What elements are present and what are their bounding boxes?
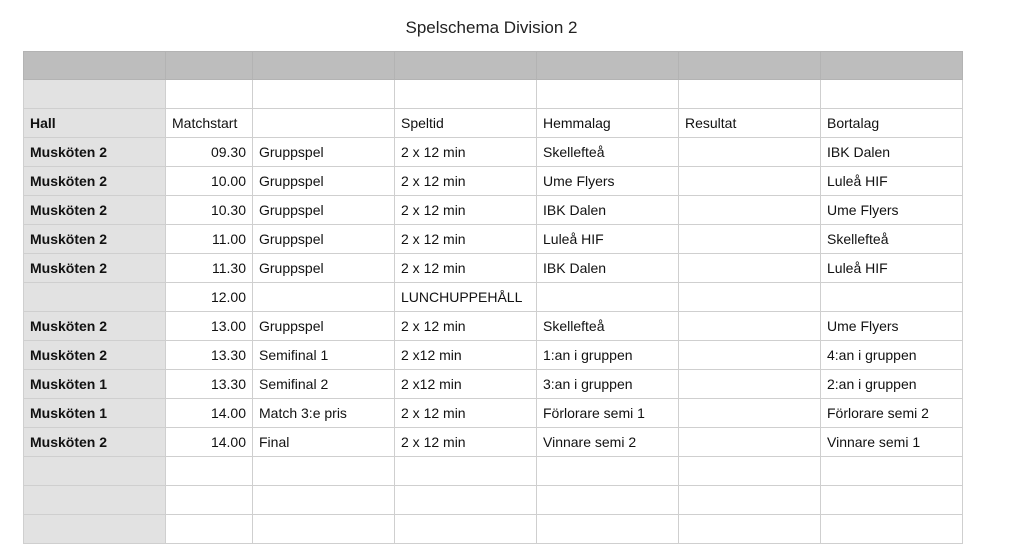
table-cell[interactable] xyxy=(537,80,679,109)
hall-cell[interactable]: Musköten 2 xyxy=(24,341,166,370)
table-cell[interactable] xyxy=(395,52,537,80)
table-row xyxy=(24,428,963,457)
speltid-cell[interactable]: 2 x12 min xyxy=(395,341,537,370)
bortalag-cell[interactable]: Ume Flyers xyxy=(821,312,963,341)
matchstart-cell[interactable]: 09.30 xyxy=(166,138,253,167)
hall-cell[interactable]: Musköten 2 xyxy=(24,225,166,254)
table-cell[interactable] xyxy=(679,80,821,109)
table-cell[interactable] xyxy=(24,52,166,80)
resultat-cell[interactable] xyxy=(679,341,821,370)
table-row xyxy=(24,138,963,167)
column-header-matchstart[interactable]: Matchstart xyxy=(166,109,253,138)
table-cell[interactable] xyxy=(821,52,963,80)
matchstart-cell[interactable]: 10.30 xyxy=(166,196,253,225)
hall-cell[interactable]: Musköten 2 xyxy=(24,254,166,283)
schedule-table xyxy=(23,51,963,544)
match-type-cell[interactable]: Gruppspel xyxy=(253,254,395,283)
speltid-cell[interactable]: 2 x 12 min xyxy=(395,399,537,428)
bortalag-cell[interactable]: Skellefteå xyxy=(821,225,963,254)
bortalag-cell[interactable]: 2:an i gruppen xyxy=(821,370,963,399)
resultat-cell[interactable] xyxy=(679,254,821,283)
table-cell[interactable] xyxy=(253,80,395,109)
match-type-cell[interactable]: Gruppspel xyxy=(253,196,395,225)
speltid-cell[interactable]: 2 x 12 min xyxy=(395,225,537,254)
matchstart-cell[interactable]: 12.00 xyxy=(166,283,253,312)
resultat-cell[interactable] xyxy=(679,225,821,254)
matchstart-cell[interactable]: 13.30 xyxy=(166,341,253,370)
hemmalag-cell[interactable]: Vinnare semi 2 xyxy=(537,428,679,457)
table-cell[interactable] xyxy=(166,457,253,486)
resultat-cell[interactable] xyxy=(679,399,821,428)
table-row xyxy=(24,196,963,225)
table-cell[interactable] xyxy=(395,457,537,486)
table-cell[interactable] xyxy=(166,486,253,515)
table-cell[interactable] xyxy=(166,52,253,80)
table-cell[interactable] xyxy=(395,486,537,515)
table-cell[interactable] xyxy=(24,486,166,515)
table-cell[interactable] xyxy=(537,486,679,515)
matchstart-cell[interactable]: 14.00 xyxy=(166,428,253,457)
table-cell[interactable] xyxy=(253,457,395,486)
column-header-resultat[interactable]: Resultat xyxy=(679,109,821,138)
table-cell[interactable] xyxy=(537,457,679,486)
table-cell[interactable] xyxy=(395,80,537,109)
match-type-cell[interactable]: Gruppspel xyxy=(253,225,395,254)
speltid-cell[interactable]: 2 x 12 min xyxy=(395,254,537,283)
empty-row xyxy=(24,457,963,486)
hall-cell[interactable]: Musköten 2 xyxy=(24,196,166,225)
hemmalag-cell[interactable]: IBK Dalen xyxy=(537,254,679,283)
hemmalag-cell[interactable] xyxy=(537,283,679,312)
empty-row xyxy=(24,486,963,515)
hemmalag-cell[interactable]: Skellefteå xyxy=(537,312,679,341)
table-cell[interactable] xyxy=(821,80,963,109)
hemmalag-cell[interactable]: IBK Dalen xyxy=(537,196,679,225)
empty-row xyxy=(24,80,963,109)
matchstart-cell[interactable]: 11.00 xyxy=(166,225,253,254)
table-cell[interactable] xyxy=(166,80,253,109)
bortalag-cell[interactable]: IBK Dalen xyxy=(821,138,963,167)
hemmalag-cell[interactable]: 3:an i gruppen xyxy=(537,370,679,399)
matchstart-cell[interactable]: 14.00 xyxy=(166,399,253,428)
table-row xyxy=(24,225,963,254)
page-title: Spelschema Division 2 xyxy=(405,18,578,37)
hall-cell[interactable]: Musköten 2 xyxy=(24,428,166,457)
matchstart-cell[interactable]: 11.30 xyxy=(166,254,253,283)
bortalag-cell[interactable]: 4:an i gruppen xyxy=(821,341,963,370)
table-cell[interactable] xyxy=(821,457,963,486)
hemmalag-cell[interactable]: Förlorare semi 1 xyxy=(537,399,679,428)
hall-cell[interactable]: Musköten 2 xyxy=(24,167,166,196)
column-header-type[interactable] xyxy=(253,109,395,138)
match-type-cell[interactable]: Semifinal 2 xyxy=(253,370,395,399)
table-row xyxy=(24,283,963,312)
table-cell[interactable] xyxy=(24,457,166,486)
table-row xyxy=(24,399,963,428)
match-type-cell[interactable]: Gruppspel xyxy=(253,167,395,196)
speltid-cell[interactable]: 2 x 12 min xyxy=(395,196,537,225)
match-type-cell[interactable]: Semifinal 1 xyxy=(253,341,395,370)
bortalag-cell[interactable] xyxy=(821,283,963,312)
hall-cell[interactable]: Musköten 2 xyxy=(24,312,166,341)
hall-cell[interactable]: Musköten 2 xyxy=(24,138,166,167)
bortalag-cell[interactable]: Luleå HIF xyxy=(821,167,963,196)
matchstart-cell[interactable]: 10.00 xyxy=(166,167,253,196)
speltid-cell[interactable]: 2 x 12 min xyxy=(395,138,537,167)
resultat-cell[interactable] xyxy=(679,428,821,457)
resultat-cell[interactable] xyxy=(679,167,821,196)
bortalag-cell[interactable]: Förlorare semi 2 xyxy=(821,399,963,428)
table-row xyxy=(24,341,963,370)
table-row xyxy=(24,370,963,399)
table-row xyxy=(24,254,963,283)
column-header-row xyxy=(24,109,963,138)
resultat-cell[interactable] xyxy=(679,312,821,341)
hall-cell[interactable]: Musköten 1 xyxy=(24,399,166,428)
bortalag-cell[interactable]: Vinnare semi 1 xyxy=(821,428,963,457)
hemmalag-cell[interactable]: Skellefteå xyxy=(537,138,679,167)
match-type-cell[interactable]: Gruppspel xyxy=(253,138,395,167)
table-cell[interactable] xyxy=(537,52,679,80)
hemmalag-cell[interactable]: Luleå HIF xyxy=(537,225,679,254)
table-cell[interactable] xyxy=(679,52,821,80)
column-header-hemmalag[interactable]: Hemmalag xyxy=(537,109,679,138)
match-type-cell[interactable]: Match 3:e pris xyxy=(253,399,395,428)
speltid-cell[interactable]: 2 x 12 min xyxy=(395,167,537,196)
resultat-cell[interactable] xyxy=(679,138,821,167)
table-cell[interactable] xyxy=(679,486,821,515)
bortalag-cell[interactable]: Luleå HIF xyxy=(821,254,963,283)
match-type-cell[interactable] xyxy=(253,283,395,312)
table-cell[interactable] xyxy=(821,486,963,515)
speltid-cell[interactable]: LUNCHUPPEHÅLL xyxy=(395,283,537,312)
table-cell[interactable] xyxy=(253,52,395,80)
bortalag-cell[interactable]: Ume Flyers xyxy=(821,196,963,225)
column-header-bortalag[interactable]: Bortalag xyxy=(821,109,963,138)
matchstart-cell[interactable]: 13.30 xyxy=(166,370,253,399)
column-header-speltid[interactable]: Speltid xyxy=(395,109,537,138)
hall-cell[interactable] xyxy=(24,283,166,312)
table-cell[interactable] xyxy=(253,486,395,515)
table-row xyxy=(24,167,963,196)
match-type-cell[interactable]: Gruppspel xyxy=(253,312,395,341)
resultat-cell[interactable] xyxy=(679,370,821,399)
resultat-cell[interactable] xyxy=(679,283,821,312)
speltid-cell[interactable]: 2 x12 min xyxy=(395,370,537,399)
hemmalag-cell[interactable]: Ume Flyers xyxy=(537,167,679,196)
header-band-row xyxy=(24,52,963,80)
resultat-cell[interactable] xyxy=(679,196,821,225)
match-type-cell[interactable]: Final xyxy=(253,428,395,457)
matchstart-cell[interactable]: 13.00 xyxy=(166,312,253,341)
hall-cell[interactable]: Musköten 1 xyxy=(24,370,166,399)
hemmalag-cell[interactable]: 1:an i gruppen xyxy=(537,341,679,370)
table-row xyxy=(24,312,963,341)
table-cell[interactable] xyxy=(679,457,821,486)
speltid-cell[interactable]: 2 x 12 min xyxy=(395,312,537,341)
table-cell[interactable] xyxy=(24,80,166,109)
speltid-cell[interactable]: 2 x 12 min xyxy=(395,428,537,457)
column-header-hall[interactable]: Hall xyxy=(24,109,166,138)
